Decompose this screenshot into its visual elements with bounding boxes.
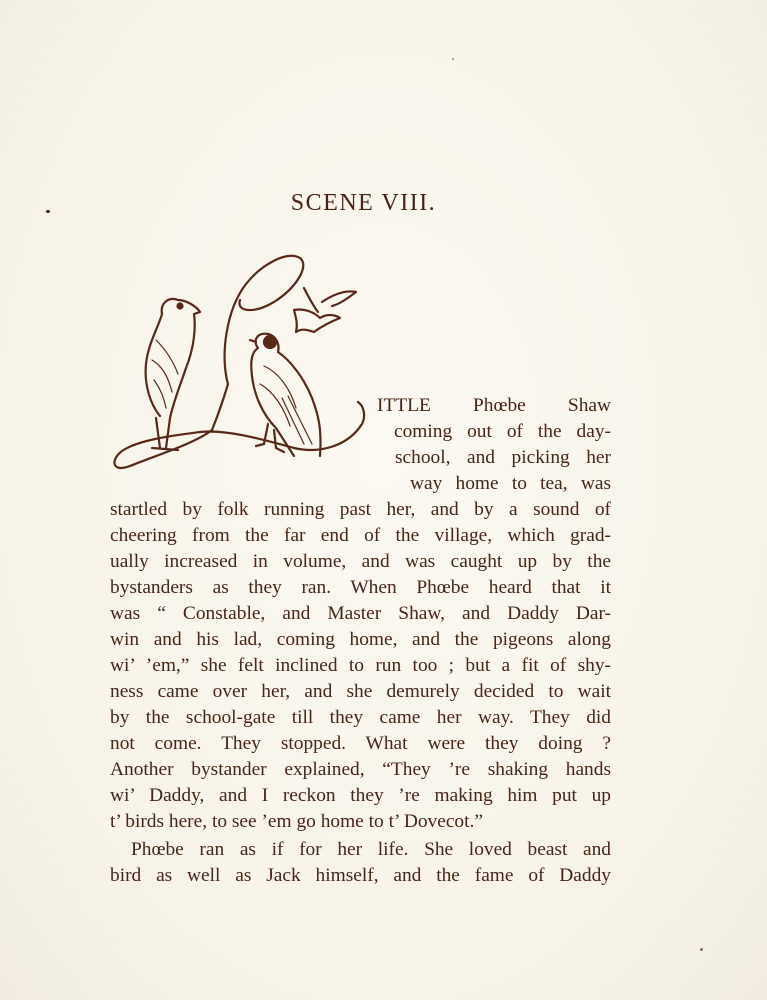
text-line: wi’ ’em,” she felt inclined to run too ; but a fit of shy- [110, 655, 611, 676]
text-line: not come. They stopped. What were they doing ? [110, 733, 611, 754]
text-line: bystanders as they ran. When Phœbe heard that it [110, 577, 611, 598]
ink-speck [452, 58, 454, 60]
text-line: t’ birds here, to see ’em go home to t’ Dovecot.” [110, 811, 483, 832]
text-line: wi’ Daddy, and I reckon they ’re making him put up [110, 785, 611, 806]
scene-heading: SCENE VIII. [290, 190, 437, 216]
text-line: by the school-gate till they came her way. They did [110, 707, 611, 728]
text-line: win and his lad, coming home, and the pigeons along [110, 629, 611, 650]
text-line: ITTLE Phœbe Shaw [377, 395, 611, 416]
text-line: way home to tea, was [410, 473, 611, 494]
text-line: cheering from the far end of the village, which grad- [110, 525, 611, 546]
text-line: Phœbe ran as if for her life. She loved beast and [131, 839, 611, 860]
text-line: school, and picking her [395, 447, 611, 468]
text-line: bird as well as Jack himself, and the fame of Daddy [110, 865, 611, 886]
text-line: Another bystander explained, “They ’re shaking hands [110, 759, 611, 780]
text-line: was “ Constable, and Master Shaw, and Daddy Dar- [110, 603, 611, 624]
text-line: coming out of the day- [394, 421, 611, 442]
text-line: startled by folk running past her, and by a sound of [110, 499, 611, 520]
pigeon-bird-icon [146, 299, 200, 450]
text-line: ually increased in volume, and was caught up by the [110, 551, 611, 572]
flying-bird-icon [322, 291, 356, 306]
ink-speck [700, 948, 703, 951]
rook-bird-icon [251, 334, 320, 456]
text-line: ness came over her, and she demurely decided to wait [110, 681, 611, 702]
drop-cap-initial-illustration [108, 248, 370, 480]
